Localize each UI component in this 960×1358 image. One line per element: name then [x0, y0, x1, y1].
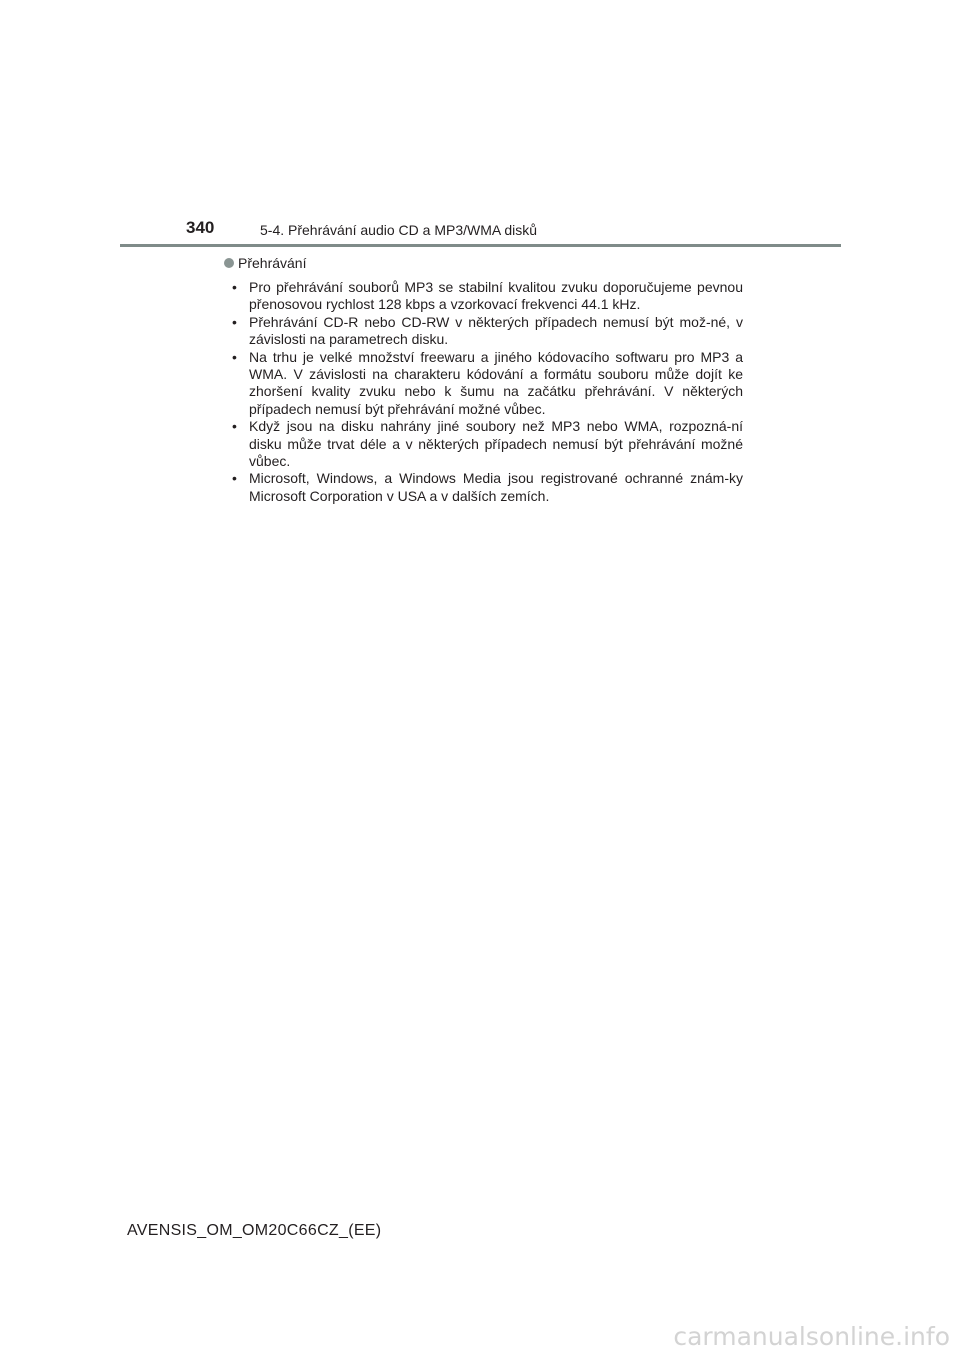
bullet-marker: • [232, 348, 237, 365]
list-item [232, 418, 743, 470]
list-item-text: Přehrávání CD-R nebo CD-RW v některých případech nemusí být mož-né, v závislosti na parametrech disku. [249, 313, 743, 348]
list-item-text: Na trhu je velké množství freewaru a jiného kódovacího softwaru pro MP3 a WMA. V závislosti na charakteru kódování a formátu souboru může dojít ke zhoršení kvality zvuku nebo k šumu na začátku přehrávání. V některých případech nemusí být přehrávání možné vůbec. [249, 348, 743, 417]
bullet-marker: • [232, 279, 237, 295]
bullet-marker: • [232, 418, 237, 435]
list-item [232, 279, 743, 314]
list-item [232, 470, 743, 505]
bullet-list [232, 279, 743, 505]
header-rule [120, 244, 841, 247]
list-item [232, 314, 743, 349]
watermark: carmanualsonline.info [673, 1322, 950, 1351]
section-title: 5-4. Přehrávání audio CD a MP3/WMA disků [260, 222, 538, 238]
bullet-marker: • [232, 313, 237, 330]
bullet-marker: • [232, 470, 237, 487]
subsection-heading-label: Přehrávání [238, 255, 307, 271]
list-item [232, 349, 743, 419]
page-number: 340 [186, 218, 215, 237]
list-item-text: Pro přehrávání souborů MP3 se stabilní kvalitou zvuku doporučujeme pevnou přenosovou rychlost 128 kbps a vzorkovací frekvenci 44.1 kHz. [249, 279, 743, 313]
bullet-dot-icon [224, 258, 234, 268]
list-item-text: Když jsou na disku nahrány jiné soubory než MP3 nebo WMA, rozpozná-ní disku může trvat déle a v některých případech nemusí být přehrávání možné vůbec. [249, 418, 743, 470]
list-item-text: Microsoft, Windows, a Windows Media jsou registrované ochranné znám-ky Microsoft Corporation v USA a v dalších zemích. [249, 470, 743, 504]
subsection-heading [224, 255, 306, 271]
footer-document-id: AVENSIS_OM_OM20C66CZ_(EE) [127, 1222, 382, 1239]
